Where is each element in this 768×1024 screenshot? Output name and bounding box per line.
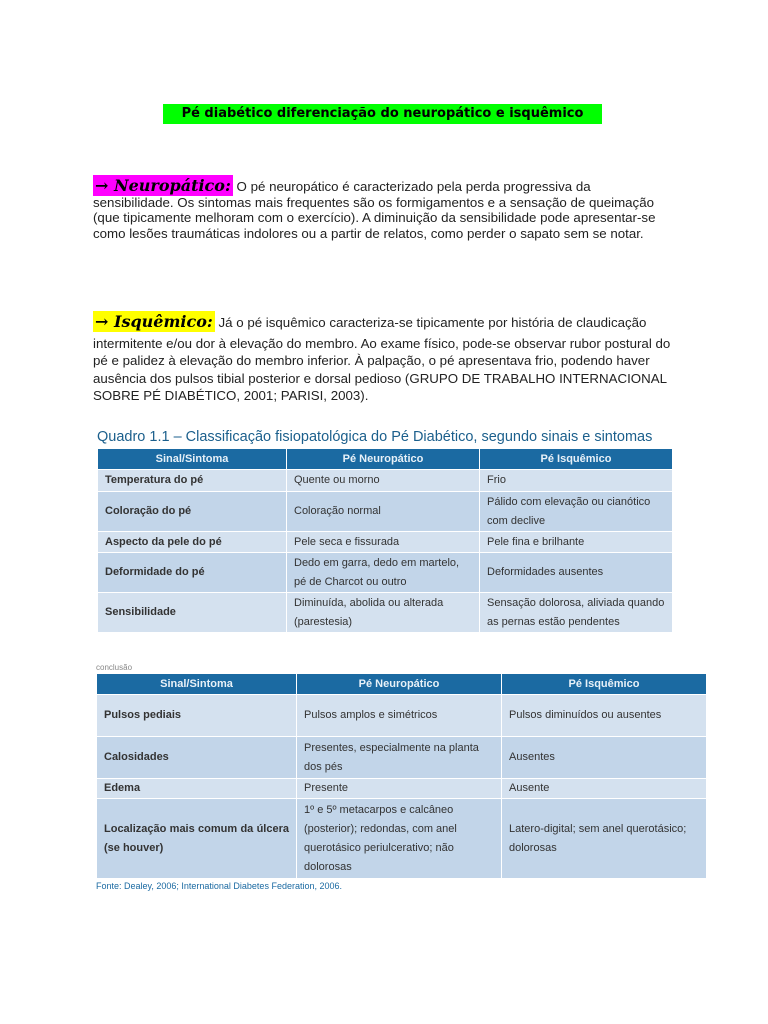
table-row — [97, 779, 707, 799]
table-cell: 1º e 5º metacarpos e calcâneo (posterior); redondas, com anel querotásico periulcerativo; não dolorosas — [297, 799, 502, 879]
ischemic-text-first: Já o pé isquêmico caracteriza-se tipicamente por história de claudicação — [214, 315, 647, 330]
table-cell: Calosidades — [97, 737, 297, 779]
table-cell: Ausente — [502, 779, 707, 799]
table-cell: Sensibilidade — [98, 593, 287, 633]
table-row — [98, 492, 673, 532]
table-header-row — [98, 449, 673, 470]
table-cell: Coloração do pé — [98, 492, 287, 532]
col-header: Pé Isquêmico — [502, 674, 707, 695]
table-cell: Quente ou morno — [287, 470, 480, 492]
table1-caption: Quadro 1.1 – Classificação fisiopatológica do Pé Diabético, segundo sinais e sintomas — [97, 429, 653, 445]
table-row — [98, 593, 673, 633]
table-cell: Presente — [297, 779, 502, 799]
table-row — [98, 532, 673, 553]
table-row — [98, 553, 673, 593]
col-header: Pé Isquêmico — [480, 449, 673, 470]
table-cell: Ausentes — [502, 737, 707, 779]
neuropathic-text-first: O pé neuropático é caracterizado pela perda progressiva da — [232, 179, 591, 194]
table-cell: Pulsos diminuídos ou ausentes — [502, 695, 707, 737]
col-header: Pé Neuropático — [297, 674, 502, 695]
document-title: Pé diabético diferenciação do neuropático e isquêmico — [163, 104, 602, 124]
table-cell: Temperatura do pé — [98, 470, 287, 492]
table-cell: Pulsos pediais — [97, 695, 297, 737]
ischemic-text-rest: intermitente e/ou dor à elevação do membro. Ao exame físico, pode-se observar rubor postural do pé e palidez à elevação do membro inferior. À palpação, o pé apresentava frio, podendo haver ausência dos pulsos tibial posterior e dorsal pedioso (GRUPO DE TRABALHO INTERNACIONAL SOBRE PÉ DIABÉTICO, 2001; PARISI, 2003). — [93, 335, 671, 404]
table-cell: Localização mais comum da úlcera (se houver) — [97, 799, 297, 879]
table-row — [97, 737, 707, 779]
conclusion-label: conclusão — [96, 663, 133, 672]
table-cell: Aspecto da pele do pé — [98, 532, 287, 553]
table-cell: Pele fina e brilhante — [480, 532, 673, 553]
ischemic-label: → Isquêmico: — [95, 312, 213, 331]
table-cell: Sensação dolorosa, aliviada quando as pernas estão pendentes — [480, 593, 673, 633]
table-row — [97, 695, 707, 737]
table-cell: Frio — [480, 470, 673, 492]
table-cell: Latero-digital; sem anel querotásico; dolorosas — [502, 799, 707, 879]
table-cell: Edema — [97, 779, 297, 799]
table-cell: Presentes, especialmente na planta dos pés — [297, 737, 502, 779]
table-cell: Deformidade do pé — [98, 553, 287, 593]
table-cell: Dedo em garra, dedo em martelo, pé de Charcot ou outro — [287, 553, 480, 593]
table-row — [97, 799, 707, 879]
table-cell: Pulsos amplos e simétricos — [297, 695, 502, 737]
table-cell: Pele seca e fissurada — [287, 532, 480, 553]
neuropathic-paragraph — [93, 178, 678, 241]
table-cell: Pálido com elevação ou cianótico com declive — [480, 492, 673, 532]
ischemic-paragraph — [93, 314, 678, 405]
neuropathic-text-rest: sensibilidade. Os sintomas mais frequentes são os formigamentos e a sensação de queimação (que tipicamente melhoram com o exercício). A diminuição da sensibilidade pode apresentar-se como lesões traumáticas indolores ou a partir de relatos, como perder o sapato sem se notar. — [93, 194, 656, 241]
table-cell: Diminuída, abolida ou alterada (parestesia) — [287, 593, 480, 633]
continuation-table — [96, 673, 707, 879]
table-cell: Deformidades ausentes — [480, 553, 673, 593]
classification-table — [97, 448, 673, 633]
col-header: Sinal/Sintoma — [97, 674, 297, 695]
table-row — [98, 470, 673, 492]
table-source-note: Fonte: Dealey, 2006; International Diabetes Federation, 2006. — [96, 881, 342, 891]
col-header: Pé Neuropático — [287, 449, 480, 470]
table-header-row — [97, 674, 707, 695]
neuropathic-label: → Neuropático: — [95, 176, 231, 195]
col-header: Sinal/Sintoma — [98, 449, 287, 470]
table-cell: Coloração normal — [287, 492, 480, 532]
